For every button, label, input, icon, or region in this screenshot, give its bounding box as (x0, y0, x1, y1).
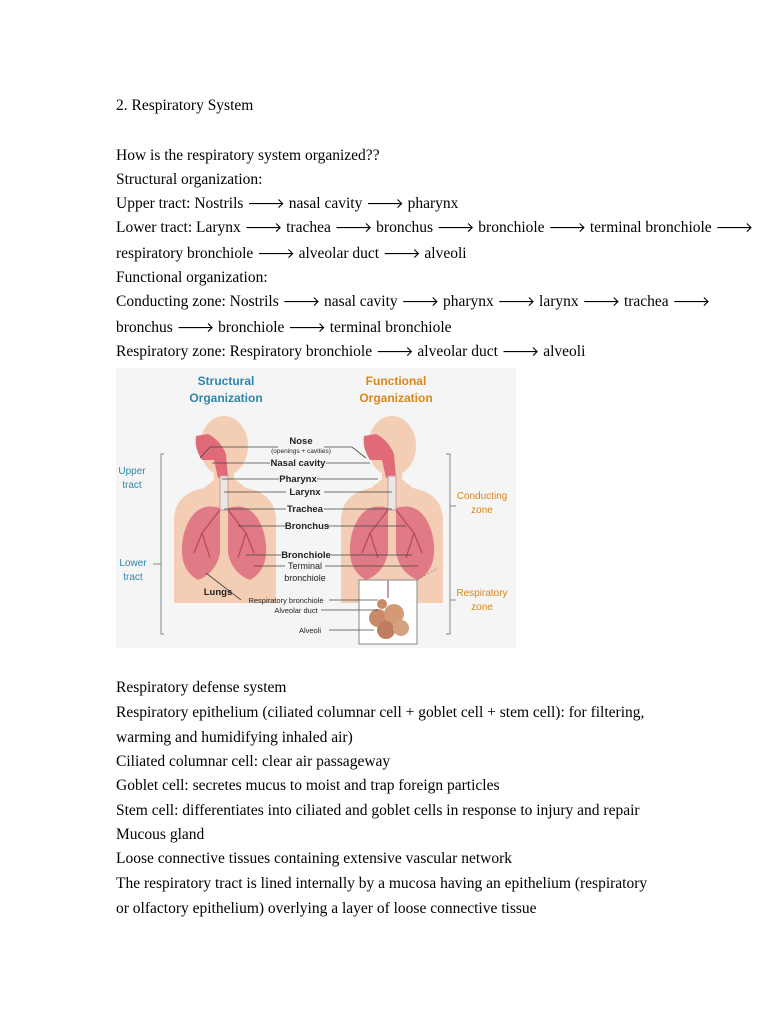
path-item: alveolar duct (417, 343, 498, 360)
respiratory-zone-label: Respiratory zone: (116, 343, 226, 360)
path-item: Larynx (196, 219, 241, 236)
functional-heading: Functional organization: (116, 269, 268, 286)
ciliated-cell-text: Ciliated columnar cell: clear air passageway (116, 753, 391, 770)
arrow-icon: 🡒 (548, 220, 586, 236)
conducting-zone-line-2 (116, 318, 452, 338)
path-item: bronchus (116, 319, 173, 336)
structural-title-line2: Organization (189, 391, 263, 405)
epithelium-text-1: Respiratory epithelium (ciliated columnar cell + goblet cell + stem cell): for filtering, (116, 704, 645, 721)
conducting-zone-line-1 (116, 292, 710, 312)
lining-text-2: or olfactory epithelium) overlying a layer of loose connective tissue (116, 900, 537, 917)
lower-tract-line-2 (116, 244, 467, 264)
upper-tract-line (116, 194, 458, 214)
path-item: Nostrils (229, 293, 279, 310)
structural-title-line1: Structural (197, 374, 255, 388)
epithelium-text-2: warming and humidifying inhaled air) (116, 729, 353, 746)
label-bronchus: Bronchus (284, 521, 330, 532)
arrow-icon: 🡒 (288, 320, 326, 336)
label-pharynx: Pharynx (279, 474, 317, 485)
conducting-zone-label: Conducting zone: (116, 293, 226, 310)
label-nose: Nose (289, 436, 313, 447)
label-respiratory-bronchiole: Respiratory bronchiole (248, 596, 324, 605)
arrow-icon: 🡒 (497, 294, 536, 310)
arrow-icon: 🡒 (501, 344, 540, 360)
path-item: bronchiole (478, 219, 545, 236)
path-item: larynx (539, 293, 579, 310)
path-item: alveolar duct (298, 245, 380, 262)
path-item: trachea (623, 293, 669, 310)
conducting-zone-label-line1: Conducting (456, 491, 508, 502)
lower-tract-line-1 (116, 218, 753, 238)
arrow-icon: 🡒 (282, 294, 321, 310)
functional-title-line1: Functional (365, 374, 427, 388)
path-item: respiratory bronchiole (116, 245, 254, 262)
label-terminal-line1: Terminal (287, 561, 323, 571)
arrow-icon: 🡒 (715, 220, 754, 236)
arrow-icon: 🡒 (244, 220, 283, 236)
defense-heading: Respiratory defense system (116, 679, 287, 696)
lining-text-1: The respiratory tract is lined internally by a mucosa having an epithelium (respiratory (116, 875, 648, 892)
label-nasal-cavity: Nasal cavity (270, 458, 326, 469)
mucous-gland-text: Mucous gland (116, 826, 205, 843)
path-item: terminal bronchiole (589, 219, 712, 236)
loose-tissue-text: Loose connective tissues containing extensive vascular network (116, 850, 512, 867)
label-bronchiole: Bronchiole (281, 550, 331, 561)
label-alveolar-duct: Alveolar duct (274, 606, 318, 615)
path-item: pharynx (442, 293, 494, 310)
label-lungs: Lungs (203, 587, 233, 598)
path-item: alveoli (543, 343, 586, 360)
arrow-icon: 🡒 (257, 246, 295, 262)
arrow-icon: 🡒 (366, 196, 404, 212)
path-item: terminal bronchiole (329, 319, 452, 336)
arrow-icon: 🡒 (436, 220, 475, 236)
arrow-icon: 🡒 (672, 294, 711, 310)
arrow-icon: 🡒 (334, 220, 373, 236)
label-nose-sub: (openings + cavities) (271, 448, 331, 455)
question-text: How is the respiratory system organized?? (116, 147, 380, 164)
label-larynx: Larynx (289, 487, 321, 498)
arrow-icon: 🡒 (401, 294, 440, 310)
path-item: pharynx (407, 195, 459, 212)
upper-tract-label-line1: Upper (118, 466, 146, 477)
arrow-icon: 🡒 (382, 246, 421, 262)
path-item: Respiratory bronchiole (229, 343, 373, 360)
respiratory-zone-line (116, 342, 585, 362)
path-item: nasal cavity (288, 195, 363, 212)
lower-tract-label: Lower tract: (116, 219, 193, 236)
respiratory-zone-label-line1: Respiratory (456, 588, 508, 599)
path-item: bronchiole (218, 319, 285, 336)
conducting-zone-label-line2: zone (471, 505, 493, 516)
path-item: nasal cavity (324, 293, 398, 310)
label-trachea: Trachea (287, 504, 323, 515)
section-title: 2. Respiratory System (116, 97, 254, 114)
path-item: bronchus (376, 219, 433, 236)
path-item: trachea (286, 219, 331, 236)
arrow-icon: 🡒 (247, 196, 285, 212)
label-alveoli: Alveoli (298, 626, 322, 635)
structural-heading: Structural organization: (116, 171, 263, 188)
stem-cell-text: Stem cell: differentiates into ciliated and goblet cells in response to injury and repair (116, 802, 640, 819)
path-item: alveoli (424, 245, 467, 262)
respiratory-zone-label-line2: zone (471, 602, 493, 613)
respiratory-organization-figure (116, 368, 516, 648)
lower-tract-label-line2: tract (123, 572, 143, 583)
label-terminal-line2: bronchiole (284, 573, 326, 583)
lower-tract-label-line1: Lower (119, 558, 147, 569)
path-item: Nostrils (194, 195, 244, 212)
arrow-icon: 🡒 (176, 320, 215, 336)
upper-tract-label: Upper tract: (116, 195, 191, 212)
functional-title-line2: Organization (359, 391, 433, 405)
arrow-icon: 🡒 (582, 294, 621, 310)
upper-tract-label-line2: tract (122, 480, 142, 491)
arrow-icon: 🡒 (376, 344, 414, 360)
goblet-cell-text: Goblet cell: secretes mucus to moist and trap foreign particles (116, 777, 500, 794)
